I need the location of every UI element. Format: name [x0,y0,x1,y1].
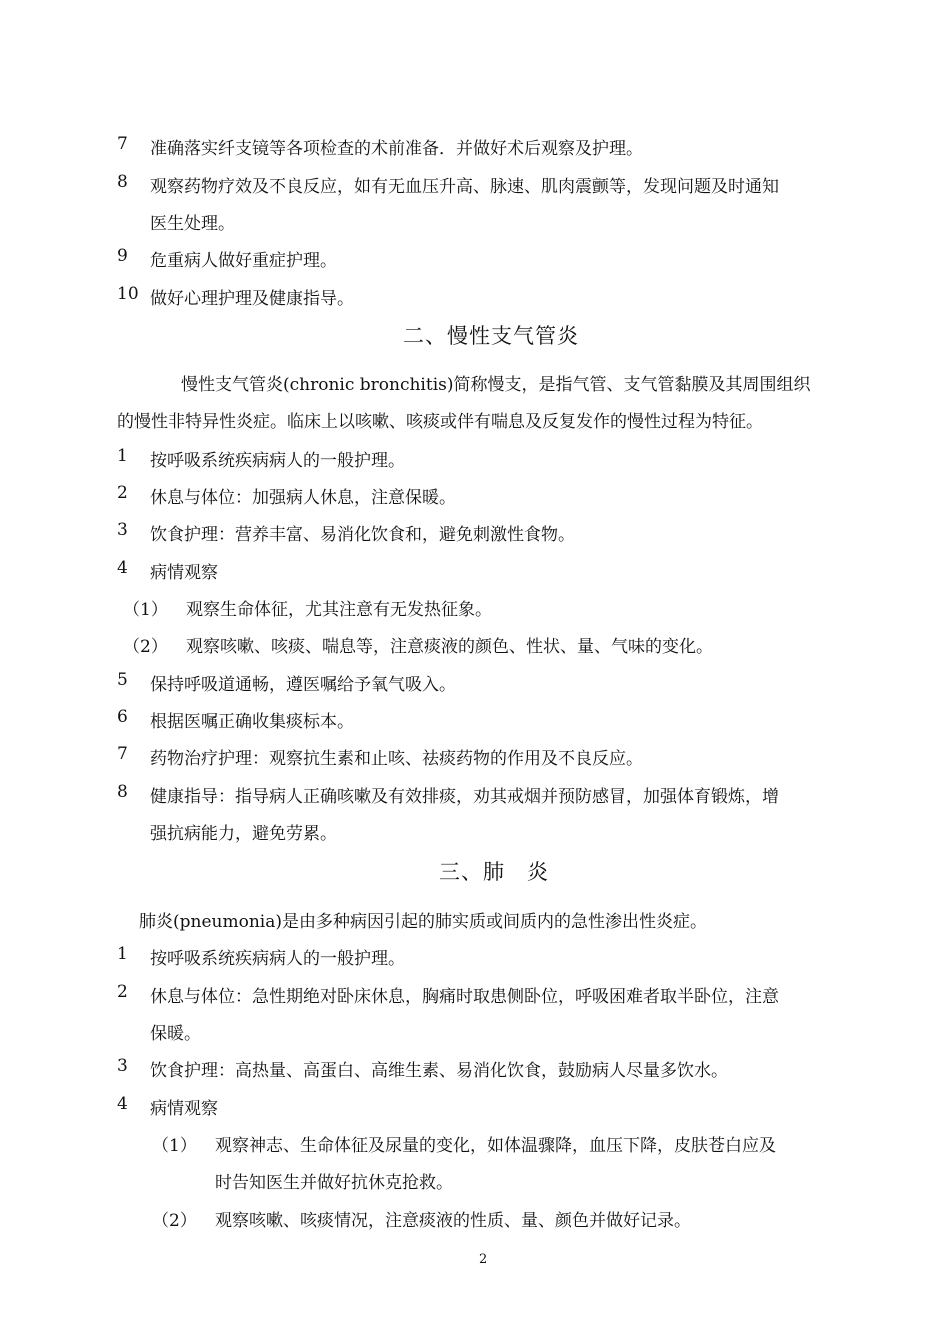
sub-item-number: （2） [123,637,168,657]
item-number: 3 [117,520,128,540]
sub-item-number: （1） [123,600,168,620]
section-title: 三、肺 炎 [439,860,549,884]
item-number: 2 [117,483,128,503]
item-number: 8 [117,172,128,192]
item-number: 9 [117,246,128,266]
sub-item-number: （1） [152,1136,197,1156]
item-number: 1 [117,944,128,964]
item-number: 2 [117,982,128,1002]
sub-item-text: 观察神志、生命体征及尿量的变化，如体温骤降，血压下降，皮肤苍白应及 [215,1136,776,1156]
intro-paragraph-line: 慢性支气管炎(chronic bronchitis)简称慢支，是指气管、支气管黏膜及其周围组织 [181,375,811,395]
item-text: 危重病人做好重症护理。 [150,251,337,271]
item-text: 饮食护理：高热量、高蛋白、高维生素、易消化饮食，鼓励病人尽量多饮水。 [150,1061,728,1081]
item-number: 3 [117,1056,128,1076]
item-text: 观察药物疗效及不良反应，如有无血压升高、脉速、肌肉震颤等，发现问题及时通知 [150,177,779,197]
page-number: 2 [479,1252,488,1267]
sub-item-text: 观察生命体征，尤其注意有无发热征象。 [186,600,492,620]
intro-paragraph: 肺炎(pneumonia)是由多种病因引起的肺实质或间质内的急性渗出性炎症。 [139,912,707,932]
item-text: 做好心理护理及健康指导。 [150,289,354,309]
item-text: 饮食护理：营养丰富、易消化饮食和，避免刺激性食物。 [150,525,575,545]
item-number: 4 [117,558,128,578]
item-number: 7 [117,744,128,764]
sub-item-text-continuation: 时告知医生并做好抗休克抢救。 [215,1173,453,1193]
item-number: 10 [117,284,139,304]
item-text: 准确落实纤支镜等各项检查的术前准备．并做好术后观察及护理。 [150,139,643,159]
item-number: 6 [117,707,128,727]
item-number: 1 [117,446,128,466]
item-text: 病情观察 [150,1099,218,1119]
item-text: 药物治疗护理：观察抗生素和止咳、祛痰药物的作用及不良反应。 [150,749,643,769]
intro-paragraph-line: 的慢性非特异性炎症。临床上以咳嗽、咳痰或伴有喘息及反复发作的慢性过程为特征。 [117,412,763,432]
item-text: 根据医嘱正确收集痰标本。 [150,712,354,732]
item-text: 按呼吸系统疾病病人的一般护理。 [150,949,405,969]
item-number: 7 [117,134,128,154]
item-text: 健康指导：指导病人正确咳嗽及有效排痰，劝其戒烟并预防感冒，加强体育锻炼，增 [150,787,779,807]
item-number: 8 [117,782,128,802]
item-text-continuation: 保暖。 [150,1024,201,1044]
section-title: 二、慢性支气管炎 [403,324,579,348]
item-text: 休息与体位：加强病人休息，注意保暖。 [150,488,456,508]
item-text: 休息与体位：急性期绝对卧床休息，胸痛时取患侧卧位，呼吸困难者取半卧位，注意 [150,987,779,1007]
sub-item-number: （2） [152,1211,197,1231]
item-text: 按呼吸系统疾病病人的一般护理。 [150,451,405,471]
item-number: 5 [117,670,128,690]
item-text-continuation: 强抗病能力，避免劳累。 [150,824,337,844]
sub-item-text: 观察咳嗽、咳痰、喘息等，注意痰液的颜色、性状、量、气味的变化。 [186,637,713,657]
item-number: 4 [117,1094,128,1114]
item-text-continuation: 医生处理。 [150,214,235,234]
item-text: 病情观察 [150,563,218,583]
item-text: 保持呼吸道通畅，遵医嘱给予氧气吸入。 [150,675,456,695]
sub-item-text: 观察咳嗽、咳痰情况，注意痰液的性质、量、颜色并做好记录。 [215,1211,691,1231]
